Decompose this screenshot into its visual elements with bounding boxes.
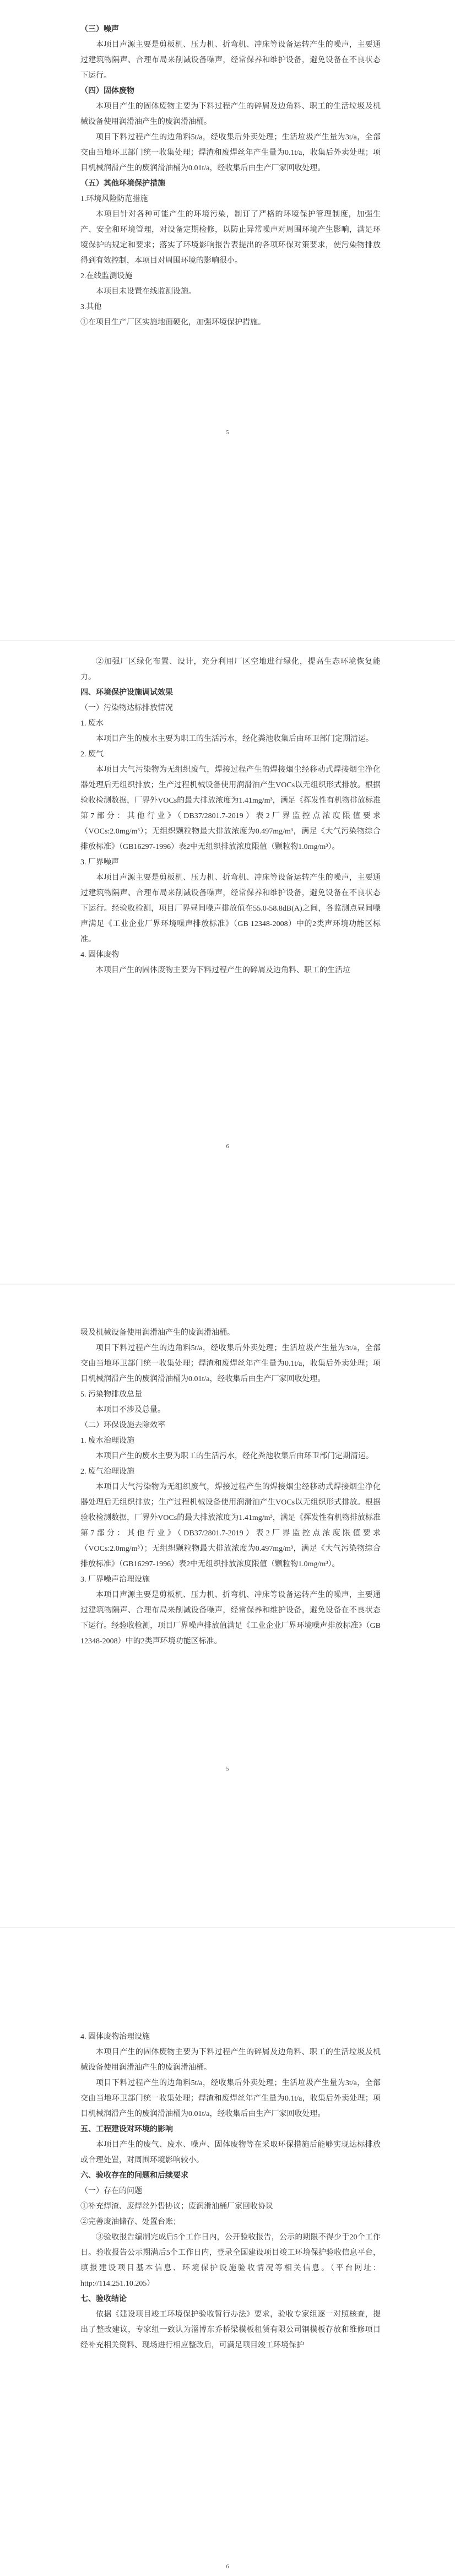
subsection-heading: 4. 固体废物治理设施 (80, 2033, 150, 2041)
body-paragraph: 依据《建设项目竣工环境保护验收暂行办法》要求，验收专家组逐一对照核查，提出了整改建议，专家组一致认为淄博东乔桥梁模板租赁有限公司钢模板存放和维修项目经补充相关资料、现场进行相应整改后，可满足项目竣工环境保护 (80, 2310, 381, 2350)
body-paragraph: 本项目产生的废气、废水、噪声、固体废物等在采取环保措施后能够实现达标排放或合理处置，对周围环境影响较小。 (80, 2141, 381, 2164)
section-heading-conclusion: 七、验收结论 (80, 2295, 127, 2303)
body-paragraph: 项目下料过程产生的边角料5t/a，经收集后外卖处理；生活垃圾产生量为3t/a，全部交由当地环卫部门统一收集处理；焊渣和废焊丝年产生量为0.1t/a，收集后外卖处理；项目机械润滑产生的废润滑油桶为0.01t/a，经收集后由生产厂家回收处理。 (80, 1344, 381, 1383)
subsection-heading: 3. 厂界噪声 (80, 858, 119, 867)
document-page-3 (0, 1287, 455, 1925)
subsection-heading: 4. 固体废物 (80, 951, 119, 959)
body-paragraph: ②加强厂区绿化布置、设计，充分利用厂区空地进行绿化，提高生态环境恢复能力。 (80, 658, 381, 681)
subsection-heading: 5. 污染物排放总量 (80, 1390, 142, 1399)
subsection-heading: （一）污染物达标排放情况 (80, 704, 173, 712)
subsection-heading: （一）存在的问题 (80, 2187, 142, 2195)
body-paragraph: 本项目未设置在线监测设施。 (96, 288, 196, 296)
subsection-heading: 1. 废水 (80, 719, 104, 728)
subsection-heading: 2. 废气 (80, 750, 104, 759)
section-heading-solid-waste: （四）固体废物 (80, 87, 134, 95)
list-item: ③验收报告编制完成后5个工作日内，公开验收报告，公示的期限不得少于20个工作日。验收报告公示期满后5个工作日内，登录全国建设项目竣工环境保护验收信息平台，填报建设项目基本信息、环境保护设施验收情况等相关信息。（平台网址：http://114.251.10.205） (80, 2233, 381, 2288)
section-heading-problems-requirements: 六、验收存在的问题和后续要求 (80, 2172, 188, 2180)
page-divider (0, 640, 455, 641)
body-paragraph: 本项目声源主要是剪板机、压力机、折弯机、冲床等设备运转产生的噪声，主要通过建筑物隔声、合理布局来削减设备噪声，经常保养和维护设备，避免设备在不良状态下运行。经验收检测，项目厂界噪声排放值满足《工业企业厂界环境噪声排放标准》（GB 12348-2008）中的2类声环境功能区标准。 (80, 1591, 381, 1646)
body-paragraph: 本项目声源主要是剪板机、压力机、折弯机、冲床等设备运转产生的噪声，主要通过建筑物隔声、合理布局来削减设备噪声，经常保养和维护设备，避免设备在不良状态下运行。经验收检测，项目厂界昼间噪声排放值在55.0-58.8dB(A)之间，各监测点昼间噪声满足《工业企业厂界环境噪声排放标准》（GB 12348-2008）中的2类声环境功能区标准。 (80, 874, 381, 944)
page-number: 6 (226, 1144, 229, 1150)
body-paragraph: 本项目大气污染物为无组织废气，焊接过程产生的焊接烟尘经移动式焊接烟尘净化器处理后无组织排放；生产过程机械设备使用润滑油产生VOCs以无组织形式排放。根据验收检测数据，厂界外VOCs的最大排放浓度为1.41mg/m³，满足《挥发性有机物排放标准 第7部分：其他行业》（DB37/2801.7-2019）表2厂界监控点浓度限值要求（VOCs:2.0mg/m³）；无组织颗粒物最大排放浓度为0.497mg/m³，满足《大气污染物综合排放标准》（GB16297-1996）表2中无组织排放浓度限值（颗粒物1.0mg/m³）。 (80, 766, 381, 851)
document-page-4 (0, 1930, 455, 2576)
subsection-heading: （二）环保设施去除效率 (80, 1421, 165, 1430)
subsection-heading: 1.环境风险防范措施 (80, 195, 148, 203)
subsection-heading: 1. 废水治理设施 (80, 1437, 134, 1445)
document-page-2 (0, 643, 455, 1281)
section-heading-other-measures: （五）其他环境保护措施 (80, 180, 165, 188)
subsection-heading: 3.其他 (80, 303, 102, 311)
body-paragraph: 圾及机械设备使用润滑油产生的废润滑油桶。 (80, 1329, 235, 1337)
body-paragraph: 本项目产生的废水主要为职工的生活污水，经化粪池收集后由环卫部门定期清运。 (96, 1452, 373, 1460)
list-item: ①补充焊渣、废焊丝外售协议；废润滑油桶厂家回收协议 (80, 2202, 273, 2211)
page-number: 5 (226, 1766, 229, 1772)
body-paragraph: 本项目大气污染物为无组织废气，焊接过程产生的焊接烟尘经移动式焊接烟尘净化器处理后无组织排放；生产过程机械设备使用润滑油产生VOCs以无组织形式排放。根据验收检测数据，厂界外VOCs的最大排放浓度为1.41mg/m³，满足《挥发性有机物排放标准 第7部分：其他行业》（DB37/2801.7-2019）表2厂界监控点浓度限值要求（VOCs:2.0mg/m³）；无组织颗粒物最大排放浓度为0.497mg/m³，满足《大气污染物综合排放标准》（GB16297-1996）表2中无组织排放浓度限值（颗粒物1.0mg/m³）。 (80, 1483, 381, 1568)
body-paragraph: 本项目声源主要是剪板机、压力机、折弯机、冲床等设备运转产生的噪声，主要通过建筑物隔声、合理布局来削减设备噪声，经常保养和维护设备，避免设备在不良状态下运行。 (80, 41, 381, 80)
body-paragraph: 本项目不涉及总量。 (96, 1406, 165, 1414)
section-heading-environmental-impact: 五、工程建设对环境的影响 (80, 2125, 173, 2134)
body-paragraph: 项目下料过程产生的边角料5t/a，经收集后外卖处理；生活垃圾产生量为3t/a，全部交由当地环卫部门统一收集处理；焊渣和废焊丝年产生量为0.1t/a，收集后外卖处理；项目机械润滑产生的废润滑油桶为0.01t/a，经收集后由生产厂家回收处理。 (80, 2079, 381, 2118)
document-page-1 (0, 0, 455, 638)
list-item: ②完善废油储存、处置台账； (80, 2218, 181, 2226)
page-number: 6 (226, 2564, 229, 2570)
section-heading-debug-results: 四、环境保护设施调试效果 (80, 689, 173, 697)
page-number: 5 (226, 430, 229, 436)
body-paragraph: 本项目针对各种可能产生的环境污染，制订了严格的环境保护管理制度，加强生产、安全和环境管理，对设备定期检修，以防止异常噪声对周围环境产生影响，满足环境保护的规定和要求；落实了环境影响报告表提出的各项环保对策要求，使污染物排放得到有效控制，本项目对周围环境的影响很小。 (80, 210, 381, 265)
page-divider (0, 1284, 455, 1285)
body-paragraph: 本项目产生的固体废物主要为下料过程产生的碎屑及边角料、职工的生活垃圾及机械设备使用润滑油产生的废润滑油桶。 (80, 2048, 381, 2072)
subsection-heading: 2. 废气治理设施 (80, 1468, 134, 1476)
body-paragraph: 本项目产生的固体废物主要为下料过程产生的碎屑及边角料、职工的生活垃 (96, 966, 350, 975)
body-paragraph: ①在项目生产厂区实施地面硬化，加强环境保护措施。 (80, 318, 266, 327)
page-divider (0, 1927, 455, 1928)
body-paragraph: 本项目产生的固体废物主要为下料过程产生的碎屑及边角料、职工的生活垃圾及机械设备使用润滑油产生的废润滑油桶。 (80, 102, 381, 126)
body-paragraph: 本项目产生的废水主要为职工的生活污水，经化粪池收集后由环卫部门定期清运。 (96, 735, 373, 743)
subsection-heading: 2.在线监测设施 (80, 272, 133, 280)
body-paragraph: 项目下料过程产生的边角料5t/a，经收集后外卖处理；生活垃圾产生量为3t/a，全部交由当地环卫部门统一收集处理；焊渣和废焊丝年产生量为0.1t/a，收集后外卖处理；项目机械润滑产生的废润滑油桶为0.01t/a，经收集后由生产厂家回收处理。 (80, 133, 381, 172)
section-heading-noise: （三）噪声 (80, 25, 119, 34)
subsection-heading: 3. 厂界噪声治理设施 (80, 1576, 150, 1584)
